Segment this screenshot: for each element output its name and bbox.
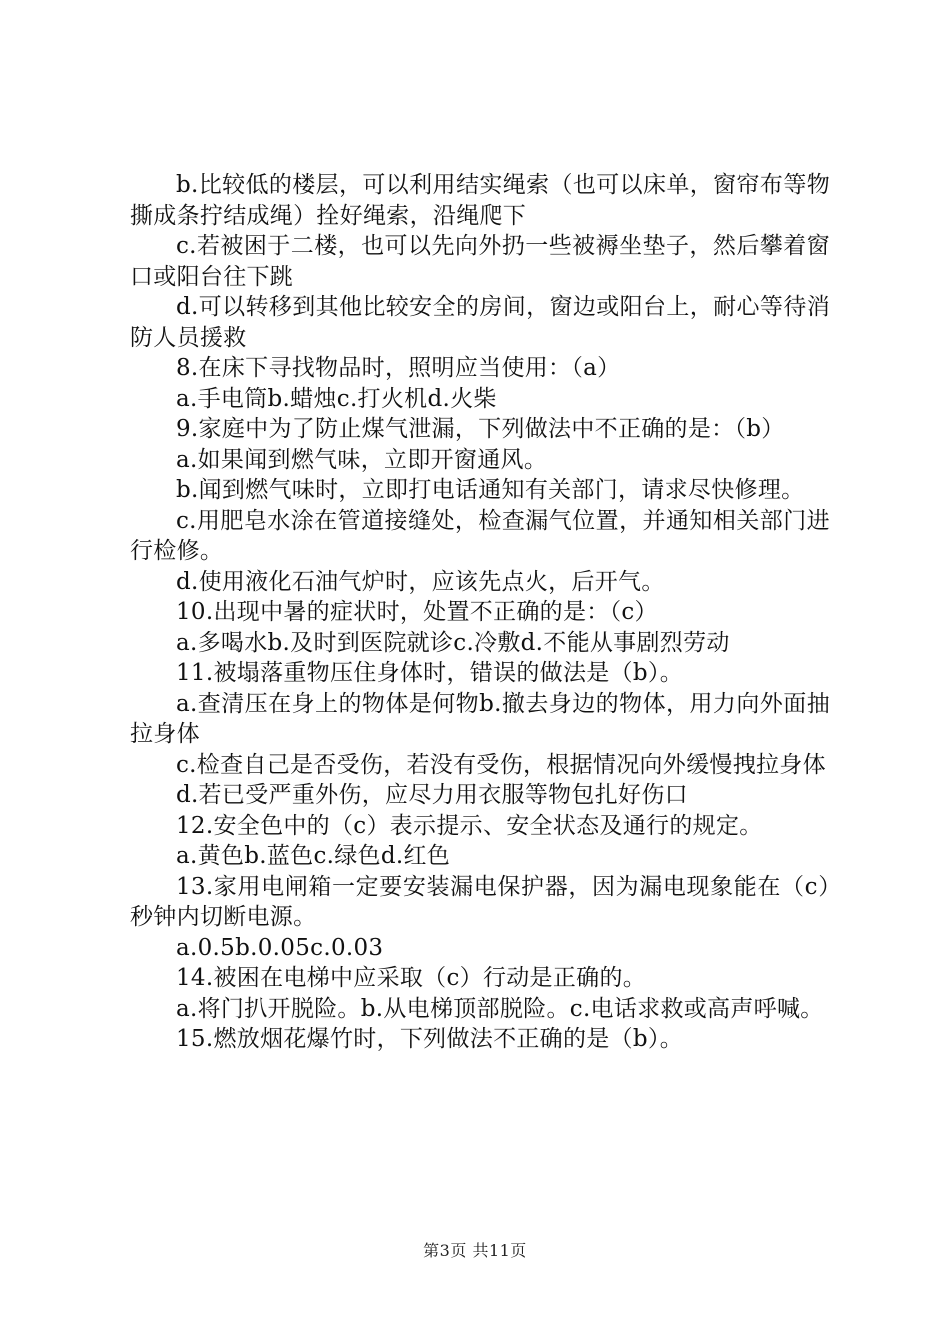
options-8: a.手电筒b.蜡烛c.打火机d.火柴 bbox=[176, 385, 497, 412]
options-12: a.黄色b.蓝色c.绿色d.红色 bbox=[176, 843, 451, 869]
paragraph: d.若已受严重外伤，应尽力用衣服等物包扎好伤口 bbox=[176, 782, 688, 808]
paragraph: c.用肥皂水涂在管道接缝处，检查漏气位置，并通知相关部门进行检修。 bbox=[130, 507, 830, 564]
question-9: 9.家庭中为了防止煤气泄漏，下列做法中不正确的是：（b） bbox=[176, 416, 785, 442]
question-10: 10.出现中暑的症状时，处置不正确的是：（c） bbox=[176, 599, 658, 625]
paragraph: d.使用液化石油气炉时，应该先点火，后开气。 bbox=[176, 568, 665, 595]
paragraph: a.查清压在身上的物体是何物b.撤去身边的物体，用力向外面抽拉身体 bbox=[130, 690, 830, 747]
paragraph: b.比较低的楼层，可以利用结实绳索（也可以床单，窗帘布等物撕成条拧结成绳）拴好绳索，沿绳爬下 bbox=[130, 172, 830, 229]
paragraph: b.闻到燃气味时，立即打电话通知有关部门，请求尽快修理。 bbox=[176, 477, 805, 503]
question-14: 14.被困在电梯中应采取（c）行动是正确的。 bbox=[176, 965, 647, 991]
question-12: 12.安全色中的（c）表示提示、安全状态及通行的规定。 bbox=[176, 812, 763, 839]
page-footer: 第3页 共11页 bbox=[423, 1241, 527, 1260]
options-10: a.多喝水b.及时到医院就诊c.冷敷d.不能从事剧烈劳动 bbox=[176, 629, 730, 656]
paragraph: c.检查自己是否受伤，若没有受伤，根据情况向外缓慢拽拉身体 bbox=[176, 751, 826, 778]
paragraph: a.如果闻到燃气味，立即开窗通风。 bbox=[176, 446, 548, 473]
question-11: 11.被塌落重物压住身体时，错误的做法是（b）。 bbox=[176, 660, 684, 686]
document-body bbox=[130, 170, 830, 1055]
options-13: a.0.5b.0.05c.0.03 bbox=[176, 934, 384, 961]
question-8: 8.在床下寻找物品时，照明应当使用：（a） bbox=[176, 355, 621, 381]
paragraph: c.若被困于二楼，也可以先向外扔一些被褥坐垫子，然后攀着窗口或阳台往下跳 bbox=[130, 233, 830, 290]
question-15: 15.燃放烟花爆竹时，下列做法不正确的是（b）。 bbox=[176, 1026, 684, 1052]
options-14: a.将门扒开脱险。b.从电梯顶部脱险。c.电话求救或高声呼喊。 bbox=[176, 995, 824, 1022]
paragraph: d.可以转移到其他比较安全的房间，窗边或阳台上，耐心等待消防人员援救 bbox=[130, 294, 830, 351]
question-13: 13.家用电闸箱一定要安装漏电保护器，因为漏电现象能在（c）秒钟内切断电源。 bbox=[130, 873, 830, 930]
